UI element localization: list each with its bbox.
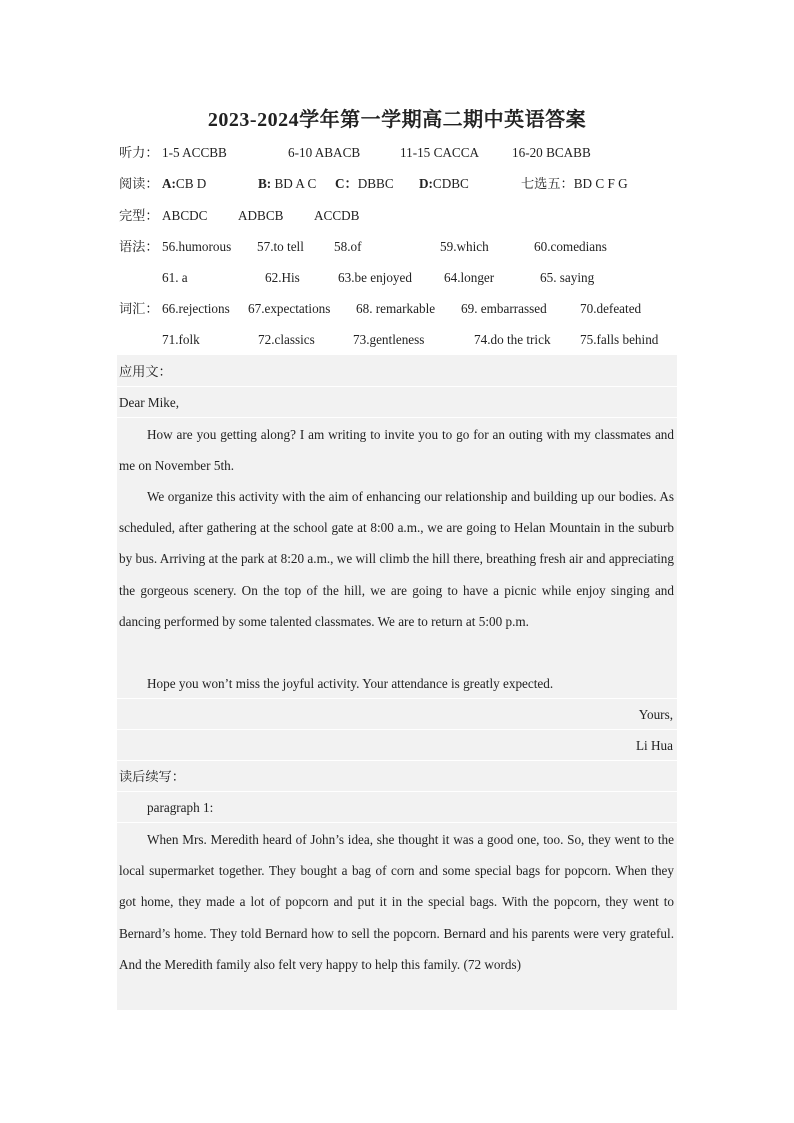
grammar-answer: 56.humorous [162,239,232,254]
cloze-group-1: ABCDC [162,208,208,223]
page-title: 2023-2024学年第一学期高二期中英语答案 [207,109,587,131]
grammar-answer: 59.which [440,239,489,254]
reading-label: 阅读： [119,176,159,191]
letter-salutation: Dear Mike, [119,395,180,410]
continuation-section-label: 读后续写： [119,769,185,784]
grammar-answer: 61. a [162,270,188,285]
vocab-answer: 69. embarrassed [461,301,547,316]
grammar-answer: 63.be enjoyed [338,270,412,285]
letter-paragraph-2: We organize this activity with the aim of enhancing our relationship and building up our bodies. As scheduled, after gathering at the school gate at 8:00 a.m., we are going to Helan Mountain in the suburb by bus. Arriving at the park at 8:20 a.m., we will climb the hill there, breathing fresh air and appreciating the gorgeous scenery. On the top of the hill, we are going to have a picnic while enjoy singing and dancing performed by some talented classmates. We are to return at 5:00 p.m. [119,489,674,629]
listening-group-4: 16-20 BCABB [512,145,591,160]
vocab-answer: 71.folk [162,332,200,347]
reading-d: D:CDBC [419,176,469,191]
line-divider [117,698,677,699]
line-divider [117,417,677,418]
continuation-paragraph-heading: paragraph 1: [147,800,214,815]
vocab-answer: 75.falls behind [580,332,659,347]
letter-paragraph-1: How are you getting along? I am writing to invite you to go for an outing with my classmates and me on November 5th. [119,427,674,474]
listening-group-2: 6-10 ABACB [288,145,361,160]
vocab-label: 词汇： [119,301,159,316]
line-divider [117,386,677,387]
letter-closing: Yours, [638,707,673,722]
continuation-paragraph-body: When Mrs. Meredith heard of John’s idea, she thought it was a good one, too. So, they went to the local supermarket together. They bought a bag of corn and some special bags for popcorn. When they got home, they made a lot of popcorn and put it in the special bags. With the popcorn, they went to Bernard’s home. They told Bernard how to sell the popcorn. Bernard and his parents were very grateful. And the Meredith family also felt very happy to help this family. (72 words) [119,832,674,972]
reading-c: C：DBBC [335,176,394,191]
vocab-answer: 66.rejections [162,301,230,316]
vocab-answer: 67.expectations [248,301,331,316]
letter-section-label: 应用文： [119,364,172,379]
vocab-answer: 74.do the trick [474,332,551,347]
line-divider [117,760,677,761]
vocab-answer: 73.gentleness [353,332,425,347]
grammar-label: 语法： [119,239,159,254]
grammar-answer: 64.longer [444,270,495,285]
reading-a: A:CB D [162,176,207,191]
grammar-answer: 57.to tell [257,239,304,254]
listening-label: 听力： [119,145,159,160]
cloze-label: 完型： [119,208,159,223]
line-divider [117,822,677,823]
cloze-group-2: ADBCB [238,208,284,223]
line-divider [117,729,677,730]
grammar-answer: 58.of [334,239,362,254]
listening-group-1: 1-5 ACCBB [162,145,227,160]
letter-paragraph-3: Hope you won’t miss the joyful activity. Your attendance is greatly expected. [147,676,554,691]
grammar-answer: 60.comedians [534,239,607,254]
letter-signature: Li Hua [636,738,673,753]
line-divider [117,791,677,792]
cloze-group-3: ACCDB [314,208,360,223]
grammar-answer: 62.His [265,270,300,285]
listening-group-3: 11-15 CACCA [400,145,480,160]
reading-seven-choose-five: 七选五：BD C F G [521,176,628,191]
reading-b: B: BD A C [258,176,317,191]
vocab-answer: 68. remarkable [356,301,436,316]
grammar-answer: 65. saying [540,270,595,285]
vocab-answer: 70.defeated [580,301,642,316]
vocab-answer: 72.classics [258,332,315,347]
